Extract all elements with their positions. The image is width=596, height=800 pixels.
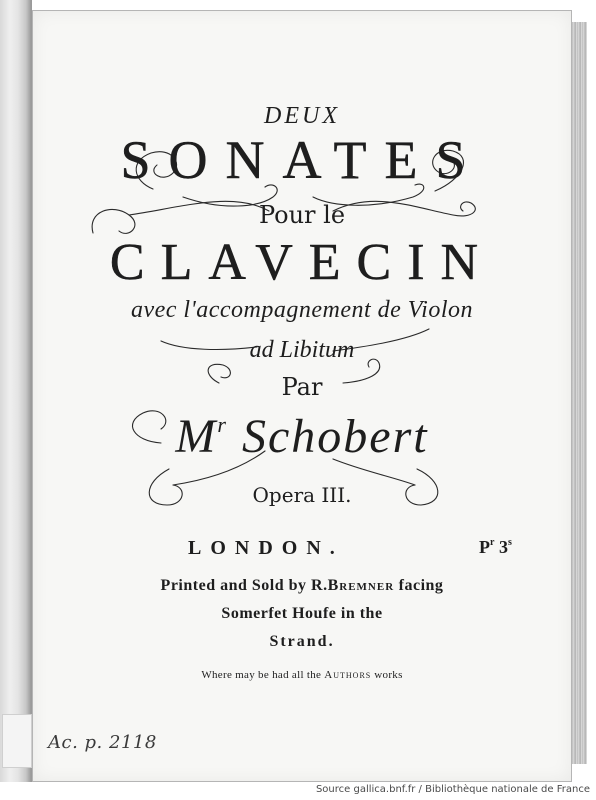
author-name: Schobert <box>241 410 429 463</box>
availability-text-1: Where may be had all the <box>201 669 322 681</box>
title-pour-le: Pour le <box>258 201 346 229</box>
title-page <box>32 10 572 782</box>
imprint-city: LONDON. <box>188 537 344 559</box>
availability-line <box>33 669 571 681</box>
author-par: Par <box>281 373 323 401</box>
printer-text-1: Printed and Sold by R. <box>160 577 328 594</box>
title-deux: DEUX <box>264 103 340 129</box>
author-prefix-sup: r <box>217 412 228 437</box>
street-line: Strand. <box>269 633 335 650</box>
address-line: Somerfet Houfe in the <box>221 605 383 622</box>
printer-line <box>33 577 571 595</box>
subtitle-ad-libitum: ad Libitum <box>249 337 355 363</box>
source-credit: Source gallica.bnf.fr / Bibliothèque nationale de France <box>315 784 590 795</box>
author-prefix <box>175 410 228 463</box>
price <box>479 537 512 558</box>
availability-text-2: works <box>374 669 403 681</box>
book-spine <box>0 0 32 782</box>
price-value-sup: s <box>507 537 512 548</box>
printer-text-2: facing <box>398 577 444 594</box>
printer-name: Bremner <box>327 577 395 594</box>
subtitle-accompaniment: avec l'accompagnement de Violon <box>130 297 474 323</box>
price-label: P <box>479 537 490 557</box>
spine-label <box>2 714 32 768</box>
author-prefix-letter: M <box>175 410 218 463</box>
price-value: 3 <box>498 537 508 557</box>
title-sonates: SONATES <box>120 130 484 190</box>
handwritten-shelfmark: Ac. p. 2118 <box>48 732 157 753</box>
opus-number: Opera III. <box>252 483 352 507</box>
price-label-sup: r <box>490 537 495 548</box>
title-clavecin: CLAVECIN <box>109 234 495 291</box>
author-line <box>33 409 571 464</box>
availability-authors: Authors <box>324 669 372 681</box>
